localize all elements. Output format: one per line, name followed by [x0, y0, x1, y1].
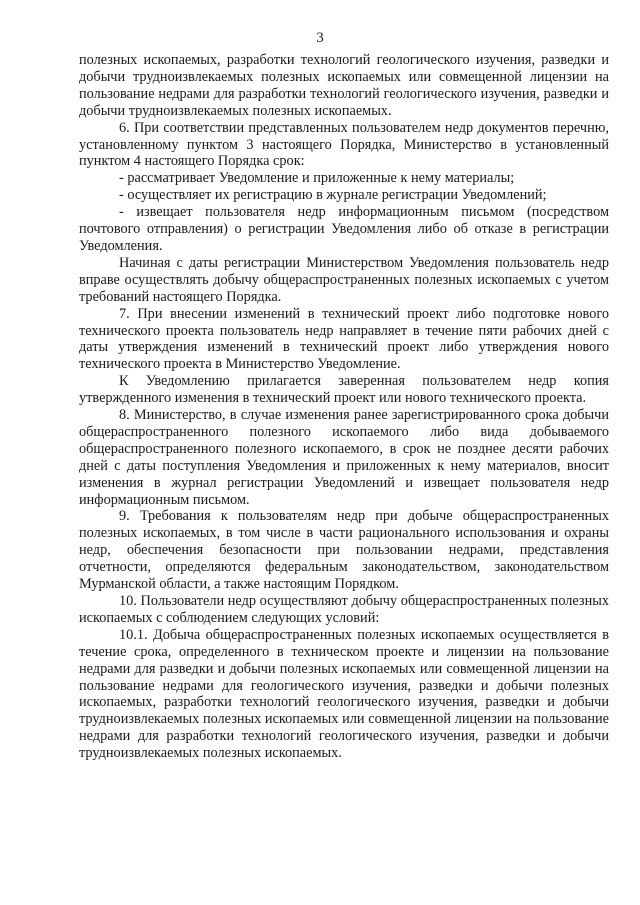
list-item-review: - рассматривает Уведомление и приложенные к нему материалы; [119, 170, 515, 187]
list-item-notify: - извещает пользователя недр информационным письмом (посредством почтового отправления) о регистрации Уведомления либо об отказе в регистрации Уведомления. [79, 204, 609, 254]
list-item-registration: - осуществляет их регистрацию в журнале регистрации Уведомлений; [119, 187, 547, 204]
document-body [79, 52, 609, 762]
paragraph-item-8: 8. Министерство, в случае изменения ранее зарегистрированного срока добычи общераспространенного полезного ископаемого либо вида добываемого общераспространенного полезного ископаемого, в срок не позднее десяти рабочих дней с даты поступления Уведомления и приложенных к нему материалов, вносит изменения в журнал регистрации Уведомлений и извещает пользователя недр информационным письмом. [79, 407, 609, 508]
paragraph-start-extraction: Начиная с даты регистрации Министерством Уведомления пользователь недр вправе осуществлять добычу общераспространенных полезных ископаемых с учетом требований настоящего Порядка. [79, 254, 609, 305]
paragraph-item-7: 7. При внесении изменений в технический проект либо подготовке нового технического проекта пользователь недр направляет в течение пяти рабочих дней с даты утверждения изменений в технический проект либо утверждения нового технического проекта в Министерство Уведомление. [79, 305, 609, 373]
paragraph-item-10-1: 10.1. Добыча общераспространенных полезных ископаемых осуществляется в течение срока, определенного в техническом проекте и лицензии на пользование недрами для разведки и добычи полезных ископаемых или совмещенной лицензии на пользование недрами для геологического изучения, разведки и добычи полезных ископаемых, разработки технологий геологического изучения, разведки и добычи трудноизвлекаемых полезных ископаемых или совмещенной лицензии на пользование недрами для разработки технологий геологического изучения, разведки и добычи трудноизвлекаемых полезных ископаемых. [79, 626, 609, 762]
paragraph-item-6: 6. При соответствии представленных пользователем недр документов перечню, установленному пунктом 3 настоящего Порядка, Министерство в установленный пунктом 4 настоящего Порядка срок: [79, 119, 609, 170]
paragraph-attachment: К Уведомлению прилагается заверенная пользователем недр копия утвержденного изменения в технический проект или нового технического проекта. [79, 373, 609, 407]
paragraph-continuation: полезных ископаемых, разработки технологий геологического изучения, разведки и добычи трудноизвлекаемых полезных ископаемых или совмещенной лицензии на пользование недрами для разработки технологий геологического изучения, разведки и добычи трудноизвлекаемых полезных ископаемых. [79, 52, 609, 119]
paragraph-item-9: 9. Требования к пользователям недр при добыче общераспространенных полезных ископаемых, в том числе в части рационального использования и охраны недр, обеспечения безопасности при пользовании недрами, представления отчетности, определяются федеральным законодательством, законодательством Мурманской области, а также настоящим Порядком. [79, 508, 609, 593]
page-number: 3 [316, 30, 324, 46]
paragraph-item-10: 10. Пользователи недр осуществляют добычу общераспространенных полезных ископаемых с соблюдением следующих условий: [79, 593, 609, 626]
